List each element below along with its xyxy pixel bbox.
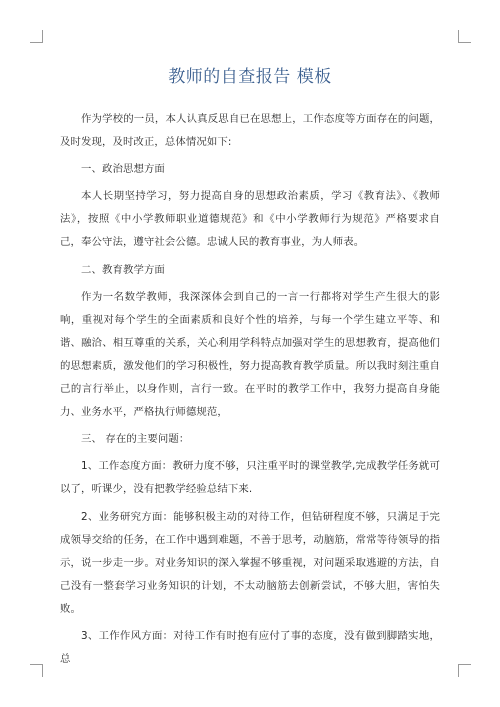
section-heading-political: 一、政治思想方面: [81, 163, 165, 176]
paragraph-intro: 作为学校的一员，本人认真反思自已在思想上，工作态度等方面存在的问题，及时发现，及时改正，总体情况如下:: [60, 113, 440, 149]
paragraph-problem-1: 1、工作态度方面：教研力度不够，只注重平时的课堂教学,完成教学任务就可以了，听课少，没有把教学经验总结下来.: [60, 460, 440, 496]
paragraph-problem-3: 3、工作作风方面：对待工作有时抱有应付了事的态度，没有做到脚踏实地，总: [60, 629, 440, 666]
document-title: 教师的自查报告 模板: [168, 67, 332, 87]
crop-mark-top-right: [458, 30, 471, 43]
paragraph-political: 本人长期坚持学习，努力提高自身的思想政治素质，学习《教育法》、《教师法》，按照《中小学教师职业道德规范》和《中小学教师行为规范》严格要求自己，奉公守法，遵守社会公德。忠诚人民的教育事业，为人师表。: [60, 190, 440, 249]
section-heading-problems: 三、 存在的主要问题：: [81, 433, 190, 446]
section-heading-teaching: 二、教育教学方面: [81, 263, 165, 276]
document-body: [60, 108, 440, 671]
crop-mark-top-left: [30, 30, 43, 43]
paragraph-problem-2: 2、业务研究方面：能够积极主动的对待工作，但钻研程度不够，只满足于完成领导交给的任务，在工作中遇到难题，不善于思考，动脑筋，常常等待领导的指示，说一步走一步。对业务知识的深入掌握不够重视，对问题采取逃避的方法，自己没有一整套学习业务知识的计划，不太动脑筋去创新尝试，不够大胆，害怕失败。: [60, 510, 440, 615]
crop-mark-bottom-left: [30, 664, 43, 677]
paragraph-teaching: 作为一名数学教师，我深深体会到自己的一言一行都将对学生产生很大的影响，重视对每个学生的全面素质和良好个性的培养，与每一个学生建立平等、和谐、融洽、相互尊重的关系，关心利用学科特点加强对学生的思想教育，提高他们的思想素质，激发他们的学习积极性，努力提高教育教学质量。所以我时刻注重自己的言行举止，以身作则，言行一致。在平时的教学工作中，我努力提高自身能力、业务水平，严格执行师德规范，: [60, 290, 440, 419]
crop-mark-bottom-right: [458, 664, 471, 677]
